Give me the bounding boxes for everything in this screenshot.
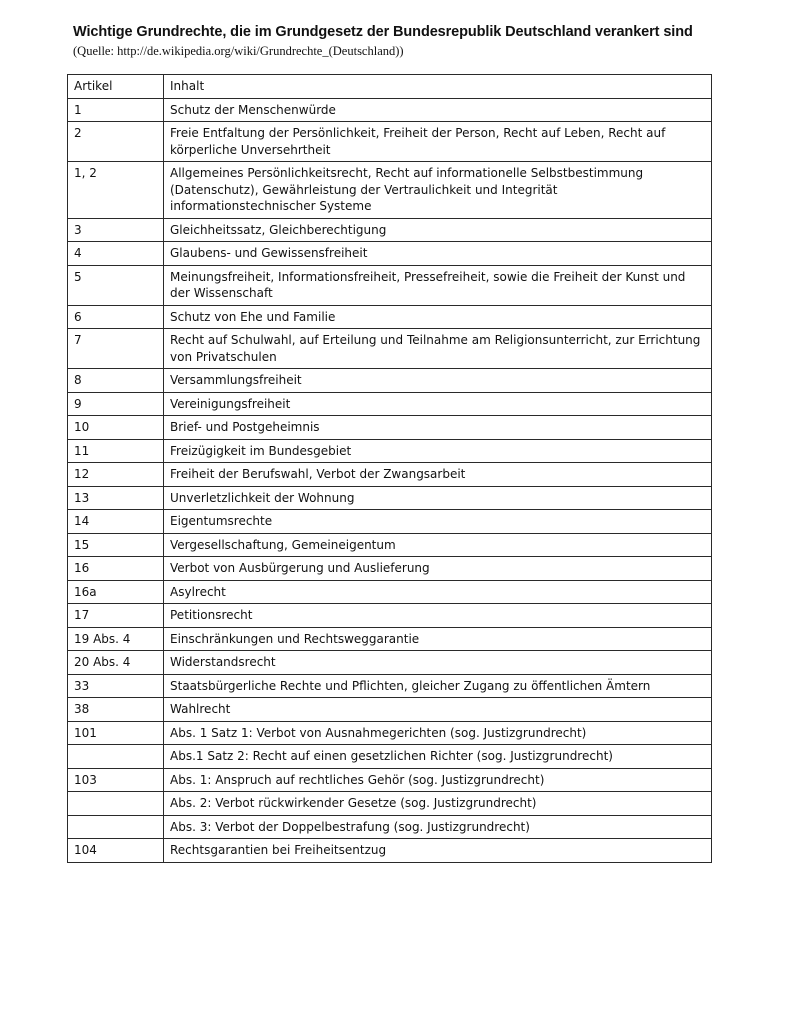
article-cell: 12 [68,463,164,487]
table-row [68,265,712,305]
content-cell: Petitionsrecht [164,604,712,628]
table-row [68,242,712,266]
table-row [68,721,712,745]
table-row [68,218,712,242]
content-cell: Abs.1 Satz 2: Recht auf einen gesetzlichen Richter (sog. Justizgrundrecht) [164,745,712,769]
content-cell: Versammlungsfreiheit [164,369,712,393]
content-cell: Rechtsgarantien bei Freiheitsentzug [164,839,712,863]
table-row [68,768,712,792]
table-row [68,305,712,329]
table-row [68,162,712,219]
content-cell: Recht auf Schulwahl, auf Erteilung und Teilnahme am Religionsunterricht, zur Errichtung von Privatschulen [164,329,712,369]
table-row [68,674,712,698]
article-cell: 1, 2 [68,162,164,219]
header-cell-content: Inhalt [164,75,712,99]
table-row [68,329,712,369]
article-cell: 11 [68,439,164,463]
table-row [68,369,712,393]
article-cell: 10 [68,416,164,440]
table-row [68,745,712,769]
article-cell: 20 Abs. 4 [68,651,164,675]
article-cell: 15 [68,533,164,557]
content-cell: Schutz der Menschenwürde [164,98,712,122]
header-cell-article: Artikel [68,75,164,99]
table-body [68,75,712,863]
table-row [68,604,712,628]
table-row [68,839,712,863]
table-row [68,439,712,463]
article-cell: 14 [68,510,164,534]
table-row [68,510,712,534]
content-cell: Wahlrecht [164,698,712,722]
content-cell: Brief- und Postgeheimnis [164,416,712,440]
content-cell: Unverletzlichkeit der Wohnung [164,486,712,510]
article-cell: 3 [68,218,164,242]
article-cell: 38 [68,698,164,722]
article-cell: 16 [68,557,164,581]
table-row [68,416,712,440]
content-cell: Eigentumsrechte [164,510,712,534]
article-cell [68,745,164,769]
table-row [68,486,712,510]
article-cell: 8 [68,369,164,393]
table-row [68,122,712,162]
content-cell: Abs. 1 Satz 1: Verbot von Ausnahmegerichten (sog. Justizgrundrecht) [164,721,712,745]
article-cell: 19 Abs. 4 [68,627,164,651]
content-cell: Asylrecht [164,580,712,604]
article-cell: 7 [68,329,164,369]
article-cell: 104 [68,839,164,863]
content-cell: Meinungsfreiheit, Informationsfreiheit, Pressefreiheit, sowie die Freiheit der Kunst und der Wissenschaft [164,265,712,305]
content-cell: Freizügigkeit im Bundesgebiet [164,439,712,463]
article-cell: 5 [68,265,164,305]
content-cell: Verbot von Ausbürgerung und Auslieferung [164,557,712,581]
content-cell: Vereinigungsfreiheit [164,392,712,416]
table-header-row [68,75,712,99]
article-cell: 1 [68,98,164,122]
article-cell: 4 [68,242,164,266]
content-cell: Gleichheitssatz, Gleichberechtigung [164,218,712,242]
article-cell [68,815,164,839]
content-cell: Freiheit der Berufswahl, Verbot der Zwangsarbeit [164,463,712,487]
table-row [68,533,712,557]
article-cell [68,792,164,816]
table-row [68,815,712,839]
content-cell: Abs. 2: Verbot rückwirkender Gesetze (sog. Justizgrundrecht) [164,792,712,816]
article-cell: 33 [68,674,164,698]
table-row [68,627,712,651]
article-cell: 16a [68,580,164,604]
content-cell: Schutz von Ehe und Familie [164,305,712,329]
content-cell: Einschränkungen und Rechtsweggarantie [164,627,712,651]
article-cell: 17 [68,604,164,628]
page-title: Wichtige Grundrechte, die im Grundgesetz der Bundesrepublik Deutschland verankert sind [73,24,693,40]
article-cell: 9 [68,392,164,416]
content-cell: Freie Entfaltung der Persönlichkeit, Freiheit der Person, Recht auf Leben, Recht auf körperliche Unversehrtheit [164,122,712,162]
rights-table [67,74,712,863]
table-row [68,651,712,675]
table-row [68,98,712,122]
content-cell: Glaubens- und Gewissensfreiheit [164,242,712,266]
content-cell: Allgemeines Persönlichkeitsrecht, Recht auf informationelle Selbstbestimmung (Datenschutz), Gewährleistung der Vertraulichkeit und Integrität informationstechnischer Systeme [164,162,712,219]
content-cell: Abs. 3: Verbot der Doppelbestrafung (sog. Justizgrundrecht) [164,815,712,839]
content-cell: Widerstandsrecht [164,651,712,675]
table-row [68,557,712,581]
table-row [68,580,712,604]
article-cell: 103 [68,768,164,792]
table-row [68,463,712,487]
content-cell: Staatsbürgerliche Rechte und Pflichten, gleicher Zugang zu öffentlichen Ämtern [164,674,712,698]
article-cell: 6 [68,305,164,329]
table-row [68,792,712,816]
table-row [68,698,712,722]
content-cell: Abs. 1: Anspruch auf rechtliches Gehör (sog. Justizgrundrecht) [164,768,712,792]
article-cell: 101 [68,721,164,745]
article-cell: 13 [68,486,164,510]
source-reference: (Quelle: http://de.wikipedia.org/wiki/Grundrechte_(Deutschland)) [73,44,404,58]
content-cell: Vergesellschaftung, Gemeineigentum [164,533,712,557]
table-row [68,392,712,416]
article-cell: 2 [68,122,164,162]
